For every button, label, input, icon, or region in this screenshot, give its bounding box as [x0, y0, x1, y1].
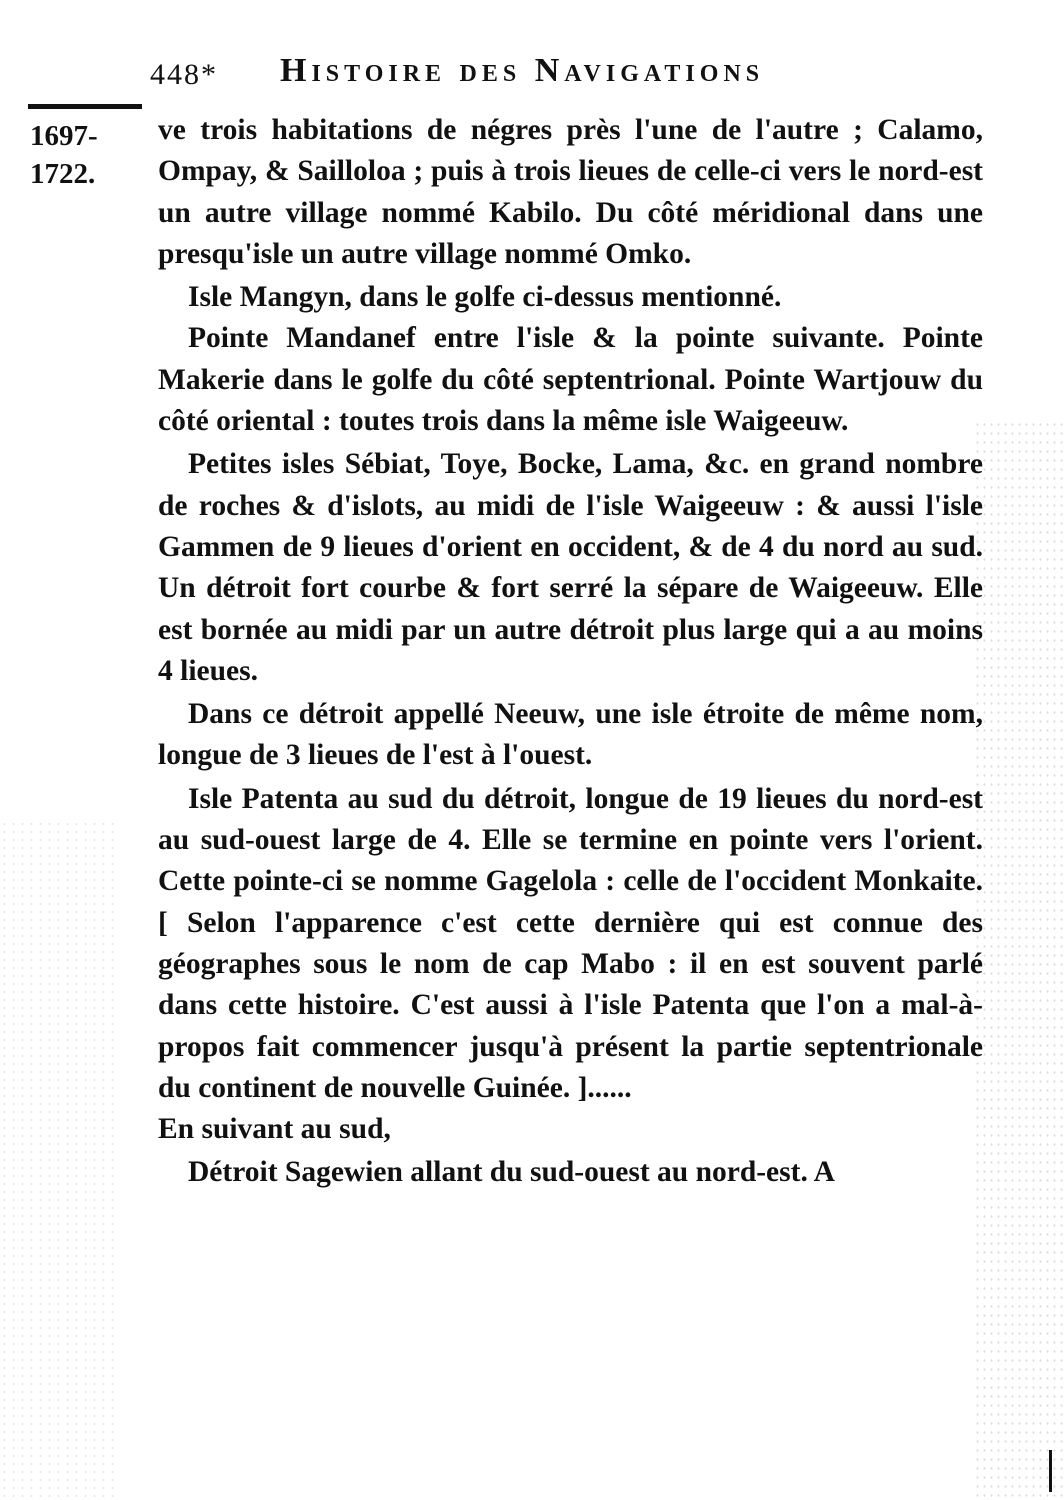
scan-noise-left	[0, 820, 120, 1500]
running-title: Histoire des Navigations	[280, 52, 765, 89]
scan-noise-right	[974, 420, 1064, 1500]
header-rule	[28, 104, 142, 109]
page-number: 448*	[150, 58, 218, 91]
paragraph-8: Détroit Sagewien allant du sud-ouest au nord-est. A	[188, 1156, 835, 1189]
paragraph-1: ve trois habitations de négres près l'une de l'autre ; Calamo, Ompay, & Sailloloa ; puis à trois lieues de celle-ci vers le nord-est un autre village nommé Kabilo. Du côté méridional dans une presqu'isle un autre village nommé Omko.	[158, 114, 983, 270]
paragraph-3: Pointe Mandanef entre l'isle & la pointe suivante. Pointe Makerie dans le golfe du côté septentrional. Pointe Wartjouw du côté oriental : toutes trois dans la même isle Waigeeuw.	[158, 322, 983, 438]
scan-edge-mark	[1049, 1450, 1052, 1492]
paragraph-4: Petites isles Sébiat, Toye, Bocke, Lama, &c. en grand nombre de roches & d'islots, au midi de l'isle Waigeeuw : & aussi l'isle Gammen de 9 lieues d'orient en occident, & de 4 du nord au sud. Un détroit fort courbe & fort serré la sépare de Waigeeuw. Elle est bornée au midi par un autre détroit plus large qui a au moins 4 lieues.	[158, 448, 983, 687]
paragraph-5: Dans ce détroit appellé Neeuw, une isle étroite de même nom, longue de 3 lieues de l'est à l'ouest.	[158, 698, 983, 772]
paragraph-6: Isle Patenta au sud du détroit, longue de 19 lieues du nord-est au sud-ouest large de 4. Elle se termine en pointe vers l'orient. Cette pointe-ci se nomme Gagelola : celle de l'occident Monkaite. [ Selon l'apparence c'est cette dernière qui est connue des géographes sous le nom de cap Mabo : il en est souvent parlé dans cette histoire. C'est aussi à l'isle Patenta que l'on a mal-à-propos fait commencer jusqu'à présent la partie septentrionale du continent de nouvelle Guinée. ]......	[158, 782, 983, 1104]
margin-date-start: 1697-	[30, 120, 98, 152]
margin-date-end: 1722.	[30, 158, 96, 190]
paragraph-2: Isle Mangyn, dans le golfe ci-dessus mentionné.	[188, 281, 782, 314]
page-header	[150, 52, 880, 102]
paragraph-7: En suivant au sud,	[158, 1113, 391, 1146]
body-text	[158, 110, 983, 1194]
